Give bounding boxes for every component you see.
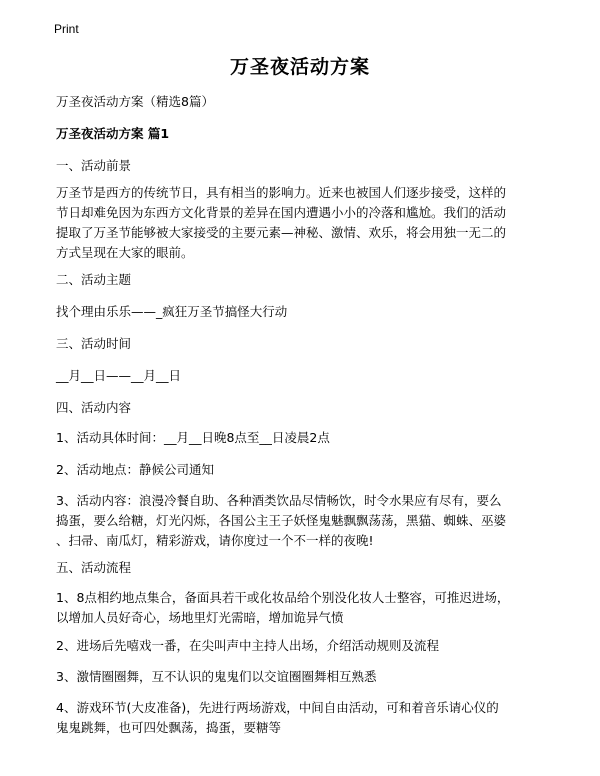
section-heading-content: 四、活动内容 <box>56 400 132 415</box>
flow-item-line: 鬼鬼跳舞，也可四处飘荡，捣蛋，要糖等 <box>56 720 282 735</box>
paragraph-line: 万圣节是西方的传统节日，具有相当的影响力。近来也被国人们逐步接受，这样的 <box>56 185 507 200</box>
paragraph-line: 提取了万圣节能够被大家接受的主要元素—神秘、激情、欢乐，将会用独一无二的 <box>56 225 507 240</box>
flow-item-line: 以增加人员好奇心，场地里灯光需暗，增加诡异气愤 <box>56 610 344 625</box>
content-item-line: 3、活动内容：浪漫冷餐自助、各种酒类饮品尽情畅饮，时令水果应有尽有，要么 <box>56 493 502 508</box>
paragraph-line: 节日却难免因为东西方文化背景的差异在国内遭遇小小的冷落和尴尬。我们的活动 <box>56 205 507 220</box>
paragraph-line: 方式呈现在大家的眼前。 <box>56 245 194 260</box>
flow-item: 2、进场后先嘻戏一番，在尖叫声中主持人出场，介绍活动规则及流程 <box>56 638 439 653</box>
print-link[interactable]: Print <box>54 22 79 36</box>
flow-item-line: 1、8点相约地点集合，备面具若干或化妆品给个别没化妆人士整容，可推迟进场， <box>56 590 510 605</box>
section-heading-theme: 二、活动主题 <box>56 272 132 287</box>
content-item: 1、活动具体时间：__月__日晚8点至__日凌晨2点 <box>56 430 330 445</box>
section-heading-flow: 五、活动流程 <box>56 560 132 575</box>
article-heading: 万圣夜活动方案 篇1 <box>56 126 170 141</box>
section-heading-background: 一、活动前景 <box>56 158 132 173</box>
flow-item: 3、激情圈圈舞，互不认识的鬼鬼们以交谊圈圈舞相互熟悉 <box>56 669 377 684</box>
page-title: 万圣夜活动方案 <box>229 56 370 78</box>
section-heading-time: 三、活动时间 <box>56 336 132 351</box>
subtitle: 万圣夜活动方案（精选8篇） <box>56 94 214 109</box>
theme-text: 找个理由乐乐——_疯狂万圣节搞怪大行动 <box>56 304 288 319</box>
content-item-line: 、扫帚、南瓜灯，精彩游戏，请你度过一个不一样的夜晚! <box>56 533 374 548</box>
time-text: __月__日——__月__日 <box>56 368 182 383</box>
content-item-line: 捣蛋，要么给糖，灯光闪烁，各国公主王子妖怪鬼魅飘飘荡荡，黑猫、蜘蛛、巫婆 <box>56 513 507 528</box>
flow-item-line: 4、游戏环节(大皮准备)，先进行两场游戏，中间自由活动，可和着音乐请心仪的 <box>56 700 499 715</box>
content-item: 2、活动地点：静候公司通知 <box>56 462 214 477</box>
